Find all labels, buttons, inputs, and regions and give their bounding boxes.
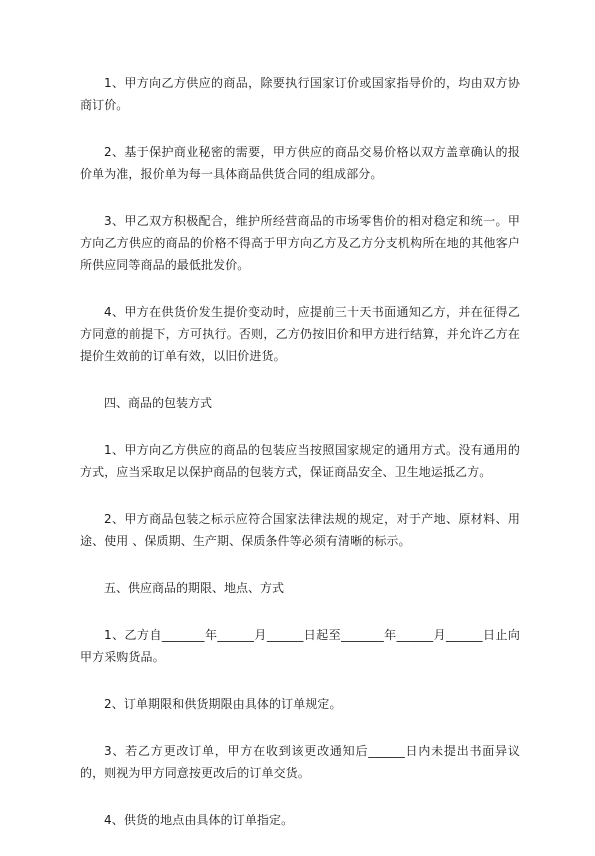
clause-supply-1: 1、乙方自_______年______月______日起至_______年______月______日止向甲方采购货品。 xyxy=(80,628,520,664)
section-heading-packaging: 四、商品的包装方式 xyxy=(104,396,213,410)
clause-pricing-1: 1、甲方向乙方供应的商品，除要执行国家订价或国家指导价的，均由双方协商订价。 xyxy=(80,76,520,112)
clause-packaging-2: 2、甲方商品包装之标示应符合国家法律法规的规定，对于产地、原材料、用途、使用 、保质期、生产期、保质条件等必须有清晰的标示。 xyxy=(80,512,520,548)
clause-supply-4: 4、供货的地点由具体的订单指定。 xyxy=(104,813,294,827)
clause-pricing-3: 3、甲乙双方积极配合，维护所经营商品的市场零售价的相对稳定和统一。甲方向乙方供应的商品的价格不得高于甲方向乙方及乙方分支机构所在地的其他客户所供应同等商品的最低批发价。 xyxy=(80,214,520,272)
clause-packaging-1: 1、甲方向乙方供应的商品的包装应当按照国家规定的通用方式。没有通用的方式，应当采取足以保护商品的包装方式，保证商品安全、卫生地运抵乙方。 xyxy=(80,443,520,479)
clause-supply-2: 2、订单期限和供货期限由具体的订单规定。 xyxy=(104,697,342,711)
clause-supply-3: 3、若乙方更改订单，甲方在收到该更改通知后______日内未提出书面异议的，则视为甲方同意按更改后的订单交货。 xyxy=(80,744,520,780)
section-heading-supply: 五、供应商品的期限、地点、方式 xyxy=(104,581,285,595)
document-body xyxy=(80,72,520,856)
clause-pricing-4: 4、甲方在供货价发生提价变动时，应提前三十天书面通知乙方，并在征得乙方同意的前提下，方可执行。否则，乙方仍按旧价和甲方进行结算，并允许乙方在提价生效前的订单有效，以旧价进货。 xyxy=(80,305,520,363)
clause-pricing-2: 2、基于保护商业秘密的需要，甲方供应的商品交易价格以双方盖章确认的报价单为准，报价单为每一具体商品供货合同的组成部分。 xyxy=(80,145,520,181)
